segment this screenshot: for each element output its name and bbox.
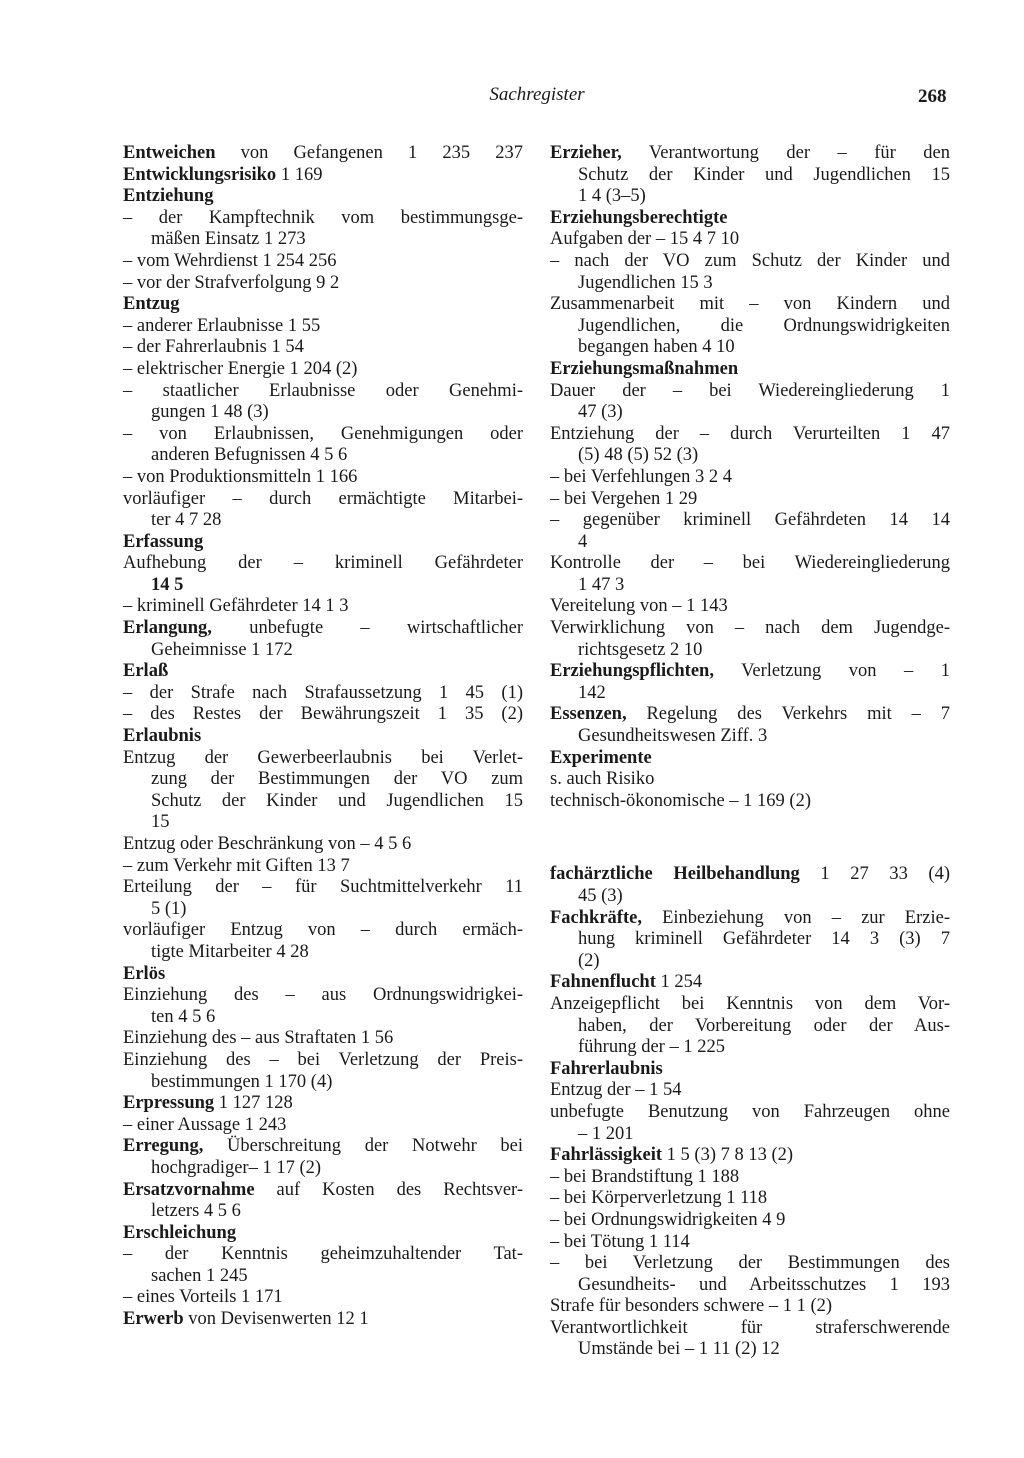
index-keyword: Entweichen xyxy=(123,143,216,163)
index-line xyxy=(550,359,950,381)
index-line xyxy=(550,886,950,908)
index-text: s. auch Risiko xyxy=(550,769,655,790)
index-line xyxy=(123,856,523,878)
index-keyword: Entwicklungsrisiko xyxy=(123,164,277,185)
index-line xyxy=(550,1318,950,1340)
index-text: vorläufiger Entzug von – durch ermäch- xyxy=(123,920,523,941)
index-line xyxy=(550,294,950,316)
index-keyword: Experimente xyxy=(550,747,652,768)
index-keyword: Fahrerlaubnis xyxy=(550,1058,663,1079)
index-text: bestimmungen 1 170 (4) xyxy=(151,1071,333,1092)
index-text: Jugendlichen, die Ordnungswidrigkeiten xyxy=(578,315,950,336)
index-text: unbefugte – wirtschaftlicher xyxy=(211,618,523,639)
index-line xyxy=(550,575,950,597)
index-text: vorläufiger – durch ermächtigte Mitarbei- xyxy=(123,488,523,509)
index-keyword: Erwerb xyxy=(123,1309,184,1330)
index-line xyxy=(123,1136,523,1158)
index-text: Gesundheits- und Arbeitsschutzes 1 193 xyxy=(578,1274,950,1295)
index-line xyxy=(550,381,950,403)
index-line xyxy=(123,942,523,964)
index-keyword: Ersatzvornahme xyxy=(123,1179,255,1200)
index-line xyxy=(123,834,523,856)
index-line xyxy=(123,251,523,273)
index-keyword: Essenzen, xyxy=(550,704,627,725)
index-text: gungen 1 48 (3) xyxy=(151,402,269,423)
index-keyword: Erregung, xyxy=(123,1136,204,1157)
index-text: Zusammenarbeit mit – von Kindern und xyxy=(550,294,950,315)
index-keyword: Erlangung, xyxy=(123,618,212,639)
index-text: Entzug der – 1 54 xyxy=(550,1080,682,1101)
index-text: Entzug oder Beschränkung von – 4 5 6 xyxy=(123,834,412,854)
index-line xyxy=(550,726,950,748)
index-line xyxy=(550,640,950,662)
index-line xyxy=(550,1232,950,1254)
index-line xyxy=(550,1080,950,1102)
index-line xyxy=(123,1050,523,1072)
index-text: – von Erlaubnissen, Genehmigungen oder xyxy=(123,423,523,444)
index-keyword: Erziehungsberechtigte xyxy=(550,207,728,228)
index-text: – bei Verletzung der Bestimmungen des xyxy=(550,1253,950,1274)
index-line xyxy=(123,920,523,942)
index-text: Überschreitung der Notwehr bei xyxy=(203,1136,523,1157)
index-text: 14 5 xyxy=(151,574,184,595)
index-text: Einziehung des – aus Ordnungswidrigkei- xyxy=(123,985,523,1006)
index-text: – des Restes der Bewährungszeit 1 35 (2) xyxy=(123,704,523,725)
index-text: begangen haben 4 10 xyxy=(578,337,735,358)
index-line xyxy=(550,510,950,532)
index-line xyxy=(123,726,523,748)
index-line xyxy=(550,273,950,295)
index-text: Schutz der Kinder und Jugendlichen 15 xyxy=(578,164,950,185)
index-text: 1 169 xyxy=(276,164,323,185)
index-line xyxy=(123,985,523,1007)
index-line xyxy=(123,467,523,489)
index-line xyxy=(123,1223,523,1245)
index-line xyxy=(550,1339,950,1361)
index-text: – kriminell Gefährdeter 14 1 3 xyxy=(123,596,349,617)
index-text: – nach der VO zum Schutz der Kinder und xyxy=(550,250,950,271)
index-line xyxy=(550,143,950,165)
index-text: Aufgaben der – 15 4 7 10 xyxy=(550,229,740,250)
index-line xyxy=(550,1016,950,1038)
index-keyword: Erlös xyxy=(123,963,166,984)
index-text: Gesundheitswesen Ziff. 3 xyxy=(578,726,768,747)
index-line xyxy=(550,337,950,359)
index-line xyxy=(123,640,523,662)
index-text: Verantwortung der – für den xyxy=(621,143,950,163)
index-keyword: Erziehungsmaßnahmen xyxy=(550,358,739,379)
index-text: Verantwortlichkeit für straferschwerende xyxy=(550,1317,950,1338)
index-text: – zum Verkehr mit Giften 13 7 xyxy=(123,855,350,876)
index-text: – bei Brandstiftung 1 188 xyxy=(550,1166,740,1187)
index-line xyxy=(123,899,523,921)
index-text: ten 4 5 6 xyxy=(151,1006,216,1027)
index-text: Kontrolle der – bei Wiedereingliederung xyxy=(550,553,950,574)
index-text: – der Fahrerlaubnis 1 54 xyxy=(123,337,304,358)
index-line xyxy=(123,596,523,618)
index-keyword: Fachkräfte, xyxy=(550,907,642,928)
index-line xyxy=(550,445,950,467)
index-text: sachen 1 245 xyxy=(151,1265,248,1286)
index-line xyxy=(550,972,950,994)
index-text: von Devisenwerten 12 1 xyxy=(183,1309,369,1330)
index-text: 1 4 (3–5) xyxy=(578,186,646,207)
index-text: – vom Wehrdienst 1 254 256 xyxy=(123,250,337,271)
index-text: – der Kampftechnik vom bestimmungsge- xyxy=(123,207,523,228)
index-text: Schutz der Kinder und Jugendlichen 15 xyxy=(151,790,523,811)
page-header-title: Sachregister xyxy=(489,84,585,105)
index-text: Vereitelung von – 1 143 xyxy=(550,596,728,617)
index-text: 15 xyxy=(151,812,170,833)
index-line xyxy=(550,489,950,511)
index-text: Einziehung des – aus Straftaten 1 56 xyxy=(123,1028,394,1049)
index-text: richtsgesetz 2 10 xyxy=(578,639,703,660)
index-text: mäßen Einsatz 1 273 xyxy=(151,229,306,250)
index-line xyxy=(550,229,950,251)
index-keyword: Erschleichung xyxy=(123,1222,237,1243)
index-text: – bei Verfehlungen 3 2 4 xyxy=(550,466,733,487)
index-line xyxy=(550,683,950,705)
index-text: 4 xyxy=(578,531,588,552)
index-line xyxy=(550,208,950,230)
index-line xyxy=(550,1253,950,1275)
index-text: – anderer Erlaubnisse 1 55 xyxy=(123,315,321,336)
index-text: – bei Ordnungswidrigkeiten 4 9 xyxy=(550,1209,786,1230)
index-text: hochgradiger– 1 17 (2) xyxy=(151,1157,322,1178)
index-text: unbefugte Benutzung von Fahrzeugen ohne xyxy=(550,1101,950,1122)
index-line xyxy=(123,186,523,208)
index-text: – elektrischer Energie 1 204 (2) xyxy=(123,358,358,379)
index-text: Umstände bei – 1 11 (2) 12 xyxy=(578,1339,780,1360)
index-text: – der Kenntnis geheimzuhaltender Tat- xyxy=(123,1244,523,1265)
index-column-right xyxy=(550,143,950,1361)
index-line xyxy=(550,402,950,424)
index-text: Entziehung der – durch Verurteilten 1 47 xyxy=(550,423,950,444)
index-text: 1 47 3 xyxy=(578,574,625,595)
index-line xyxy=(550,1210,950,1232)
index-text: 5 (1) xyxy=(151,898,187,919)
index-text: – der Strafe nach Strafaussetzung 1 45 (1) xyxy=(123,682,523,703)
index-text: letzers 4 5 6 xyxy=(151,1201,241,1222)
index-line xyxy=(123,1201,523,1223)
index-line xyxy=(550,661,950,683)
index-line xyxy=(123,1093,523,1115)
index-line xyxy=(123,769,523,791)
index-text: Dauer der – bei Wiedereingliederung 1 xyxy=(550,380,950,401)
index-line xyxy=(123,1007,523,1029)
index-text: Anzeigepflicht bei Kenntnis von dem Vor- xyxy=(550,993,950,1014)
index-line xyxy=(550,596,950,618)
index-text: Verletzung von – 1 xyxy=(713,661,950,682)
index-line xyxy=(123,273,523,295)
index-line xyxy=(550,1188,950,1210)
index-text: hung kriminell Gefährdeter 14 3 (3) 7 xyxy=(578,929,950,950)
index-text: haben, der Vorbereitung oder der Aus- xyxy=(578,1015,950,1036)
index-text: (5) 48 (5) 52 (3) xyxy=(578,445,699,466)
index-text: auf Kosten des Rechtsver- xyxy=(254,1179,523,1200)
index-line xyxy=(550,769,950,791)
index-line xyxy=(550,864,950,886)
index-line xyxy=(550,1037,950,1059)
index-keyword: Erziehungspflichten, xyxy=(550,661,714,682)
index-line xyxy=(123,1266,523,1288)
index-text: 47 (3) xyxy=(578,402,623,423)
index-line xyxy=(550,908,950,930)
index-text: Strafe für besonders schwere – 1 1 (2) xyxy=(550,1296,833,1317)
index-text: – eines Vorteils 1 171 xyxy=(123,1287,283,1308)
index-line xyxy=(550,316,950,338)
index-text: – staatlicher Erlaubnisse oder Genehmi- xyxy=(123,380,523,401)
index-line xyxy=(550,553,950,575)
index-line xyxy=(550,424,950,446)
index-keyword: Entziehung xyxy=(123,186,214,207)
index-line xyxy=(123,532,523,554)
index-line xyxy=(123,1072,523,1094)
index-text: – bei Tötung 1 114 xyxy=(550,1231,690,1252)
index-line xyxy=(550,251,950,273)
index-line xyxy=(123,229,523,251)
index-text: ter 4 7 28 xyxy=(151,510,222,531)
page-number: 268 xyxy=(918,86,947,107)
index-line xyxy=(123,510,523,532)
index-line xyxy=(123,553,523,575)
index-text: tigte Mitarbeiter 4 28 xyxy=(151,941,309,962)
index-line xyxy=(550,951,950,973)
index-keyword: Entzug xyxy=(123,294,180,315)
index-text: – vor der Strafverfolgung 9 2 xyxy=(123,272,340,293)
index-keyword: Erpressung xyxy=(123,1093,215,1114)
index-text: – bei Vergehen 1 29 xyxy=(550,488,698,509)
index-line xyxy=(550,791,950,813)
index-line xyxy=(123,359,523,381)
index-line xyxy=(550,748,950,770)
index-text: Geheimnisse 1 172 xyxy=(151,639,293,660)
index-line xyxy=(123,1244,523,1266)
index-line xyxy=(123,791,523,813)
index-line xyxy=(123,812,523,834)
index-line xyxy=(550,618,950,640)
index-keyword: Erlaß xyxy=(123,661,169,682)
index-line xyxy=(123,704,523,726)
index-line xyxy=(123,294,523,316)
index-line xyxy=(123,618,523,640)
index-line xyxy=(123,877,523,899)
index-keyword: Fahnenflucht xyxy=(550,972,656,993)
index-text: 142 xyxy=(578,682,606,703)
index-line xyxy=(123,1309,523,1331)
index-text: – bei Körperverletzung 1 118 xyxy=(550,1188,768,1209)
index-text: 1 127 128 xyxy=(214,1093,293,1114)
index-text: Verwirklichung von – nach dem Jugendge- xyxy=(550,618,950,639)
index-line xyxy=(123,424,523,446)
index-line xyxy=(550,1145,950,1167)
index-text: Entzug der Gewerbeerlaubnis bei Verlet- xyxy=(123,747,523,768)
index-line xyxy=(123,402,523,424)
index-line xyxy=(123,1158,523,1180)
index-text: 1 5 (3) 7 8 13 (2) xyxy=(662,1145,794,1166)
index-text: führung der – 1 225 xyxy=(578,1037,725,1058)
index-line xyxy=(123,748,523,770)
index-text: 1 27 33 (4) xyxy=(799,864,950,885)
index-keyword: Fahrlässigkeit xyxy=(550,1145,663,1166)
index-text: (2) xyxy=(578,950,600,971)
index-line xyxy=(123,575,523,597)
index-text: Einziehung des – bei Verletzung der Preis- xyxy=(123,1049,523,1070)
index-line xyxy=(123,1028,523,1050)
index-text: Regelung des Verkehrs mit – 7 xyxy=(626,704,950,725)
index-text: 45 (3) xyxy=(578,886,623,906)
index-text: technisch-ökonomische – 1 169 (2) xyxy=(550,790,811,811)
index-line xyxy=(123,165,523,187)
index-text: Einbeziehung von – zur Erzie- xyxy=(641,907,950,928)
index-line xyxy=(550,1059,950,1081)
index-line xyxy=(123,337,523,359)
index-line xyxy=(123,1115,523,1137)
index-line xyxy=(550,1296,950,1318)
index-line xyxy=(550,532,950,554)
index-keyword: Erfassung xyxy=(123,531,204,552)
index-line xyxy=(550,467,950,489)
index-text: 1 254 xyxy=(655,972,703,993)
index-line xyxy=(123,1180,523,1202)
index-line xyxy=(550,1102,950,1124)
index-line xyxy=(550,994,950,1016)
index-text: – gegenüber kriminell Gefährdeten 14 14 xyxy=(550,510,950,531)
index-line xyxy=(550,1275,950,1297)
index-keyword: Erzieher, xyxy=(550,143,622,163)
index-text: von Gefangenen 1 235 237 xyxy=(215,143,523,163)
index-line xyxy=(123,489,523,511)
index-line xyxy=(123,661,523,683)
index-line xyxy=(550,1167,950,1189)
index-line xyxy=(550,165,950,187)
index-text: – einer Aussage 1 243 xyxy=(123,1114,287,1135)
index-line xyxy=(123,683,523,705)
index-text: – von Produktionsmitteln 1 166 xyxy=(123,466,358,487)
index-line xyxy=(123,1287,523,1309)
index-text: Erteilung der – für Suchtmittelverkehr 11 xyxy=(123,877,523,898)
index-line xyxy=(123,381,523,403)
index-line xyxy=(123,143,523,165)
index-line xyxy=(123,208,523,230)
index-text: Jugendlichen 15 3 xyxy=(578,272,713,293)
index-line xyxy=(550,704,950,726)
index-keyword: fachärztliche Heilbehandlung xyxy=(550,864,800,885)
index-column-left xyxy=(123,143,523,1331)
index-line xyxy=(550,1124,950,1146)
index-line xyxy=(550,929,950,951)
index-text: – 1 201 xyxy=(578,1123,634,1144)
index-line xyxy=(123,445,523,467)
index-keyword: Erlaubnis xyxy=(123,726,202,747)
index-text: Aufhebung der – kriminell Gefährdeter xyxy=(123,553,523,574)
index-text: anderen Befugnissen 4 5 6 xyxy=(151,445,348,466)
index-line xyxy=(123,964,523,986)
index-text: zung der Bestimmungen der VO zum xyxy=(151,769,523,790)
index-line xyxy=(550,186,950,208)
index-line xyxy=(123,316,523,338)
